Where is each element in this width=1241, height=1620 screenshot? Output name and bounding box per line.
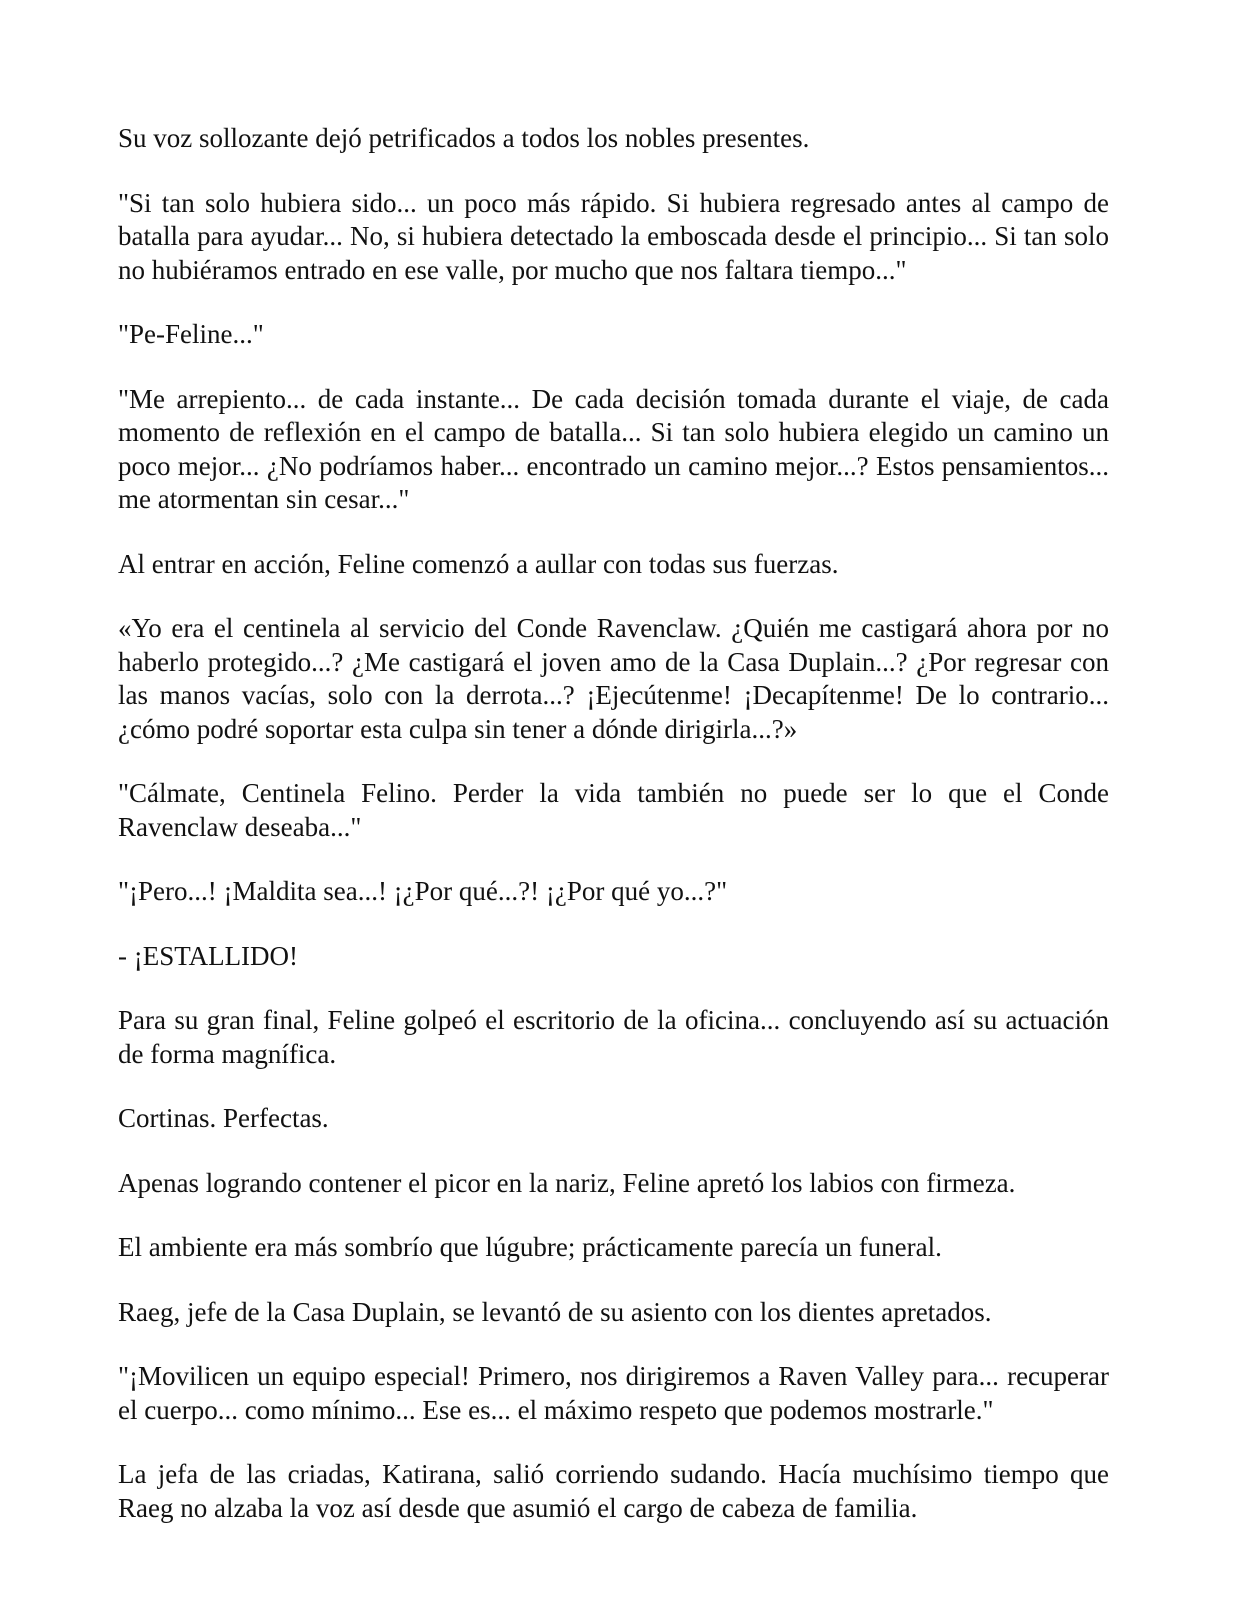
paragraph: Al entrar en acción, Feline comenzó a aullar con todas sus fuerzas. xyxy=(118,548,839,579)
paragraph: - ¡ESTALLIDO! xyxy=(118,940,299,971)
paragraph: Apenas logrando contener el picor en la nariz, Feline apretó los labios con firmeza. xyxy=(118,1167,1016,1198)
paragraph: Cortinas. Perfectas. xyxy=(118,1103,329,1133)
paragraph: La jefa de las criadas, Katirana, salió corriendo sudando. Hacía muchísimo tiempo que Raeg no alzaba la voz así desde que asumió el cargo de cabeza de familia. xyxy=(118,1459,1109,1523)
paragraph: "¡Movilicen un equipo especial! Primero, nos dirigiremos a Raven Valley para... recuperar el cuerpo... como mínimo... Ese es... el máximo respeto que podemos mostrarle." xyxy=(118,1361,1109,1425)
paragraph: El ambiente era más sombrío que lúgubre; prácticamente parecía un funeral. xyxy=(118,1232,942,1262)
paragraph: "Pe-Feline..." xyxy=(118,319,264,349)
paragraph: "Me arrepiento... de cada instante... De cada decisión tomada durante el viaje, de cada momento de reflexión en el campo de batalla... Si tan solo hubiera elegido un camino un poco mejor... ¿No podríamos haber... encontrado un camino mejor...? Estos pensamientos... me atormentan sin cesar..." xyxy=(118,383,1109,514)
paragraph: Su voz sollozante dejó petrificados a todos los nobles presentes. xyxy=(118,123,810,153)
paragraph: "Cálmate, Centinela Felino. Perder la vida también no puede ser lo que el Conde Ravenclaw deseaba..." xyxy=(118,778,1109,842)
paragraph: Raeg, jefe de la Casa Duplain, se levantó de su asiento con los dientes apretados. xyxy=(118,1296,992,1327)
paragraph: "¡Pero...! ¡Maldita sea...! ¡¿Por qué...?! ¡¿Por qué yo...?" xyxy=(118,876,728,906)
paragraph: «Yo era el centinela al servicio del Conde Ravenclaw. ¿Quién me castigará ahora por no haberlo protegido...? ¿Me castigará el joven amo de la Casa Duplain...? ¿Por regresar con las manos vacías, solo con la derrota...? ¡Ejecútenme! ¡Decapítenme! De lo contrario... ¿cómo podré soportar esta culpa sin tener a dónde dirigirla...?» xyxy=(118,613,1109,744)
paragraph: "Si tan solo hubiera sido... un poco más rápido. Si hubiera regresado antes al campo de batalla para ayudar... No, si hubiera detectado la emboscada desde el principio... Si tan solo no hubiéramos entrado en ese valle, por mucho que nos faltara tiempo..." xyxy=(118,187,1109,285)
paragraph: Para su gran final, Feline golpeó el escritorio de la oficina... concluyendo así su actuación de forma magnífica. xyxy=(118,1005,1109,1069)
